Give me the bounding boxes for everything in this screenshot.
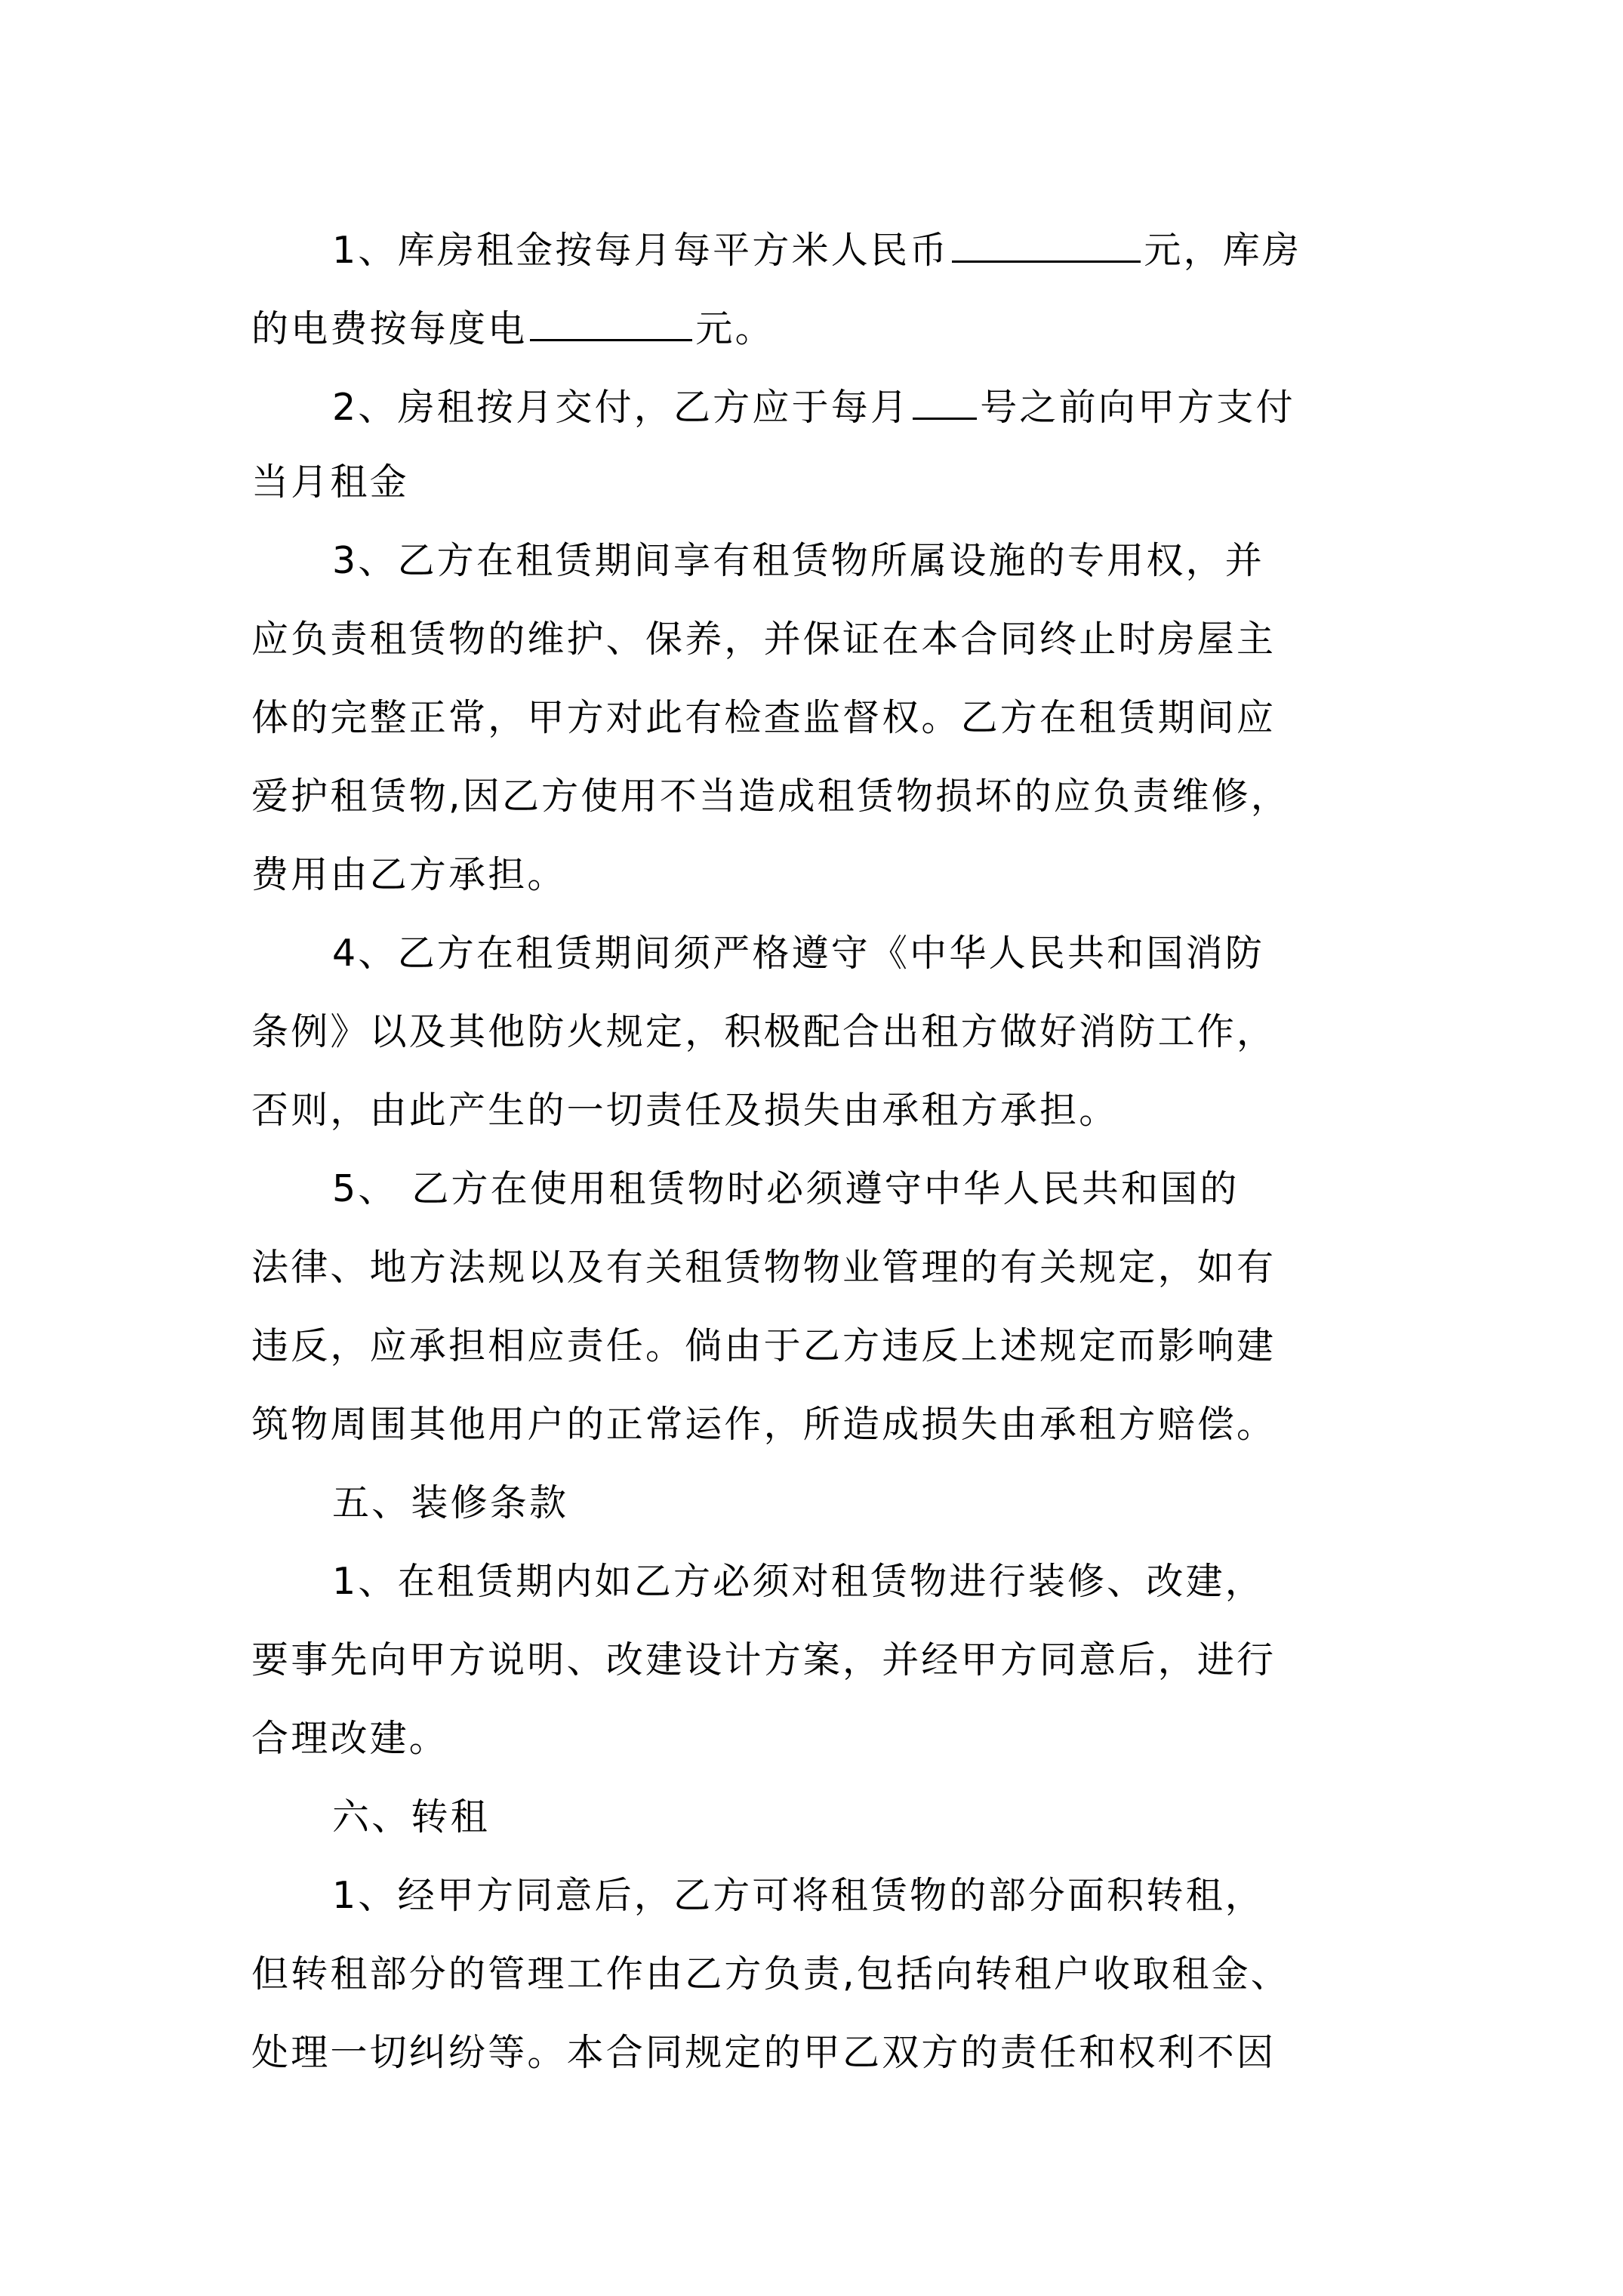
fire-safety-line-1: 4、乙方在租赁期间须严格遵守《中华人民共和国消防 <box>332 932 1264 975</box>
fire-safety-line-2: 条例》以及其他防火规定，积极配合出租方做好消防工作， <box>251 1010 1277 1053</box>
usage-rights-line-1: 3、乙方在租赁期间享有租赁物所属设施的专用权，并 <box>332 539 1264 582</box>
rent-payment-line-1 <box>332 381 1464 427</box>
renovation-line-1: 1、在租赁期内如乙方必须对租赁物进行装修、改建， <box>332 1560 1264 1603</box>
electricity-amount-blank <box>530 303 692 341</box>
rent-amount-blank <box>952 224 1141 263</box>
sublease-line-3: 处理一切纠纷等。本合同规定的甲乙双方的责任和权利不因 <box>251 2031 1277 2074</box>
legal-compliance-line-2: 法律、地方法规以及有关租赁物物业管理的有关规定，如有 <box>251 1246 1277 1289</box>
renovation-line-3: 合理改建。 <box>251 1717 449 1760</box>
rent-price-line-2 <box>251 303 1384 348</box>
sublease-line-2: 但转租部分的管理工作由乙方负责,包括向转租户收取租金、 <box>251 1952 1290 1996</box>
section-5-heading: 五、装修条款 <box>332 1481 569 1524</box>
rent-price-text-a: 1、库房租金按每月每平方米人民币 <box>332 229 950 272</box>
legal-compliance-line-3: 违反，应承担相应责任。倘由于乙方违反上述规定而影响建 <box>251 1324 1277 1367</box>
rent-price-text-b: 元，库房 <box>1144 229 1302 272</box>
usage-rights-line-2: 应负责租赁物的维护、保养，并保证在本合同终止时房屋主 <box>251 618 1277 661</box>
legal-compliance-line-4: 筑物周围其他用户的正常运作，所造成损失由承租方赔偿。 <box>251 1403 1277 1446</box>
rent-price-line-1 <box>332 224 1464 270</box>
payment-text-b: 号之前向甲方支付 <box>980 386 1295 429</box>
electricity-text-b: 元。 <box>695 307 775 350</box>
usage-rights-line-4: 爱护租赁物,因乙方使用不当造成租赁物损坏的应负责维修， <box>251 775 1290 818</box>
fire-safety-line-3: 否则，由此产生的一切责任及损失由承租方承担。 <box>251 1089 1119 1132</box>
payment-day-blank <box>913 381 977 420</box>
usage-rights-line-3: 体的完整正常，甲方对此有检查监督权。乙方在租赁期间应 <box>251 696 1277 739</box>
rent-payment-line-2: 当月租金 <box>251 461 409 504</box>
electricity-text-a: 的电费按每度电 <box>251 307 528 350</box>
renovation-line-2: 要事先向甲方说明、改建设计方案，并经甲方同意后，进行 <box>251 1638 1277 1681</box>
sublease-line-1: 1、经甲方同意后，乙方可将租赁物的部分面积转租， <box>332 1874 1264 1917</box>
usage-rights-line-5: 费用由乙方承担。 <box>251 853 567 896</box>
payment-text-a: 2、房租按月交付，乙方应于每月 <box>332 386 910 429</box>
legal-compliance-line-1: 5、 乙方在使用租赁物时必须遵守中华人民共和国的 <box>332 1167 1240 1210</box>
section-6-heading: 六、转租 <box>332 1795 490 1838</box>
